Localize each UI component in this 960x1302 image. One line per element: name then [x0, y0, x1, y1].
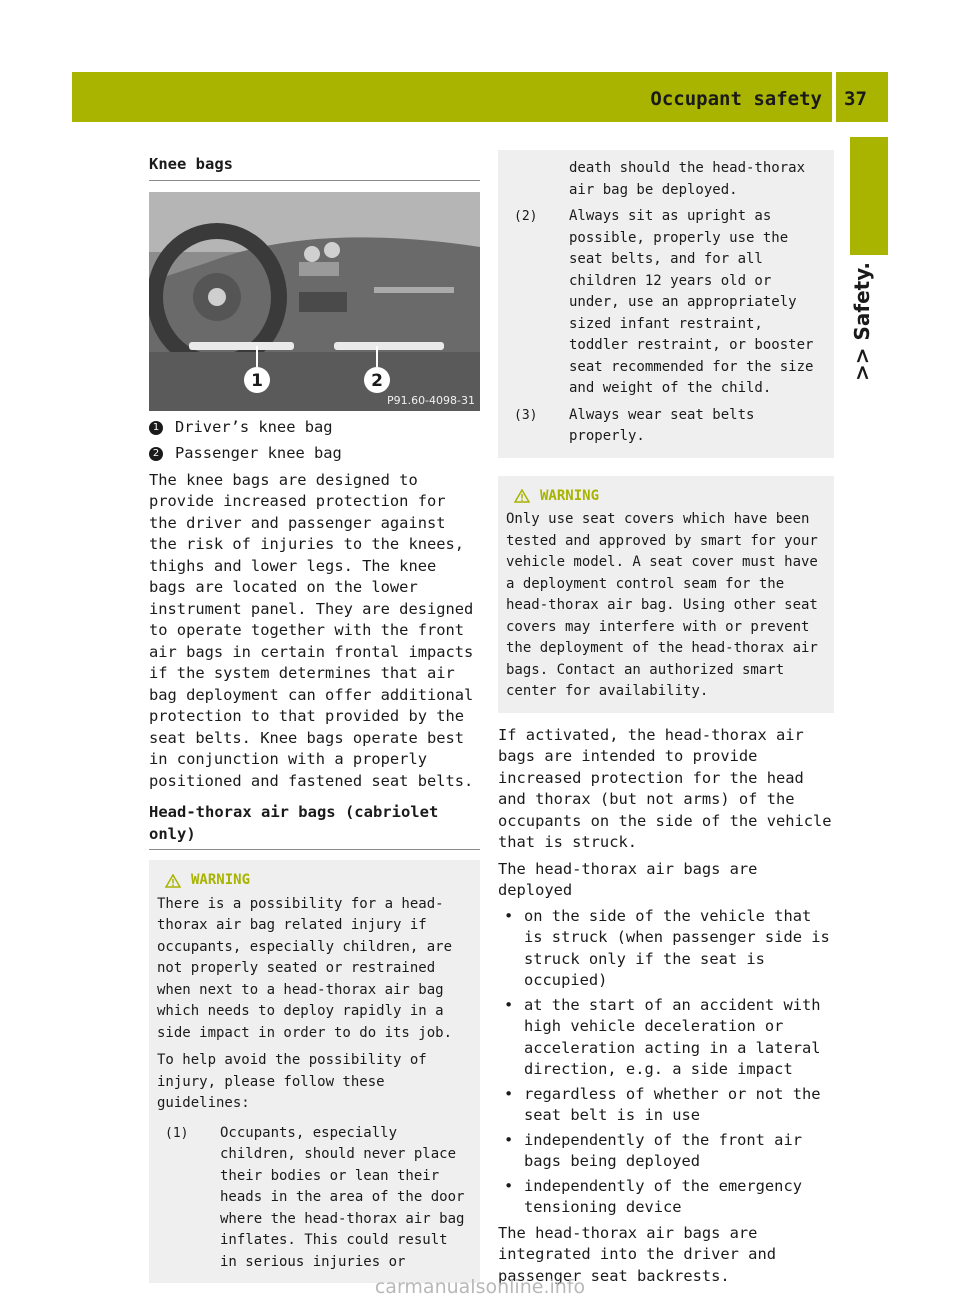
- guideline-index: (3): [514, 407, 538, 423]
- deployment-bullet-list: [498, 906, 834, 1219]
- callout-number: 1: [149, 421, 163, 435]
- warning-title: [165, 870, 472, 892]
- guideline-text: Occupants, especially children, should never place their bodies or lean their heads in the area of the door where the head-thorax air bag inflates. This could result in serious injuries or: [220, 1124, 465, 1270]
- head-thorax-heading: Head-thorax air bags (cabriolet only): [149, 802, 480, 850]
- bullet-text: regardless of whether or not the seat belt is in use: [524, 1084, 821, 1124]
- bullet-item: • on the side of the vehicle that is struck (when passenger side is struck only if the seat is occupied): [498, 906, 834, 992]
- warning-box-2: [498, 476, 834, 713]
- bullet-text: independently of the emergency tensioning device: [524, 1176, 802, 1216]
- warning-box-1: [149, 860, 480, 1283]
- guideline-text: death should the head-thorax air bag be deployed.: [569, 160, 806, 198]
- guideline-text: Always sit as upright as possible, properly use the seat belts, and for all children 12 years old or under, use an appropriately sized infant restraint, toddler restraint, or booster seat recommended for the size and weight of the child.: [569, 208, 814, 396]
- warning-title-text: WARNING: [191, 872, 251, 888]
- page-number: 37: [844, 88, 867, 110]
- side-tab-box: [850, 137, 888, 255]
- guideline-index: [506, 158, 569, 201]
- guideline-list: [506, 158, 826, 448]
- side-tab-label: >> Safety.: [850, 262, 874, 382]
- bullet-item: • regardless of whether or not the seat belt is in use: [498, 1084, 834, 1127]
- knee-bags-paragraph: The knee bags are designed to provide increased protection for the driver and passenger against the risk of injuries to the knees, thighs and lower legs. The knee bags are located on the lower instrument panel. They are designed to operate together with the front air bags in certain frontal impacts if the system determines that air bag deployment can offer additional protection to that provided by the seat belts. Knee bags operate best in conjunction with a properly positioned and fastened seat belts.: [149, 470, 474, 790]
- warning-triangle-icon: [165, 874, 181, 888]
- guideline-item: [157, 1123, 472, 1274]
- warning-text: To help avoid the possibility of injury, please follow these guidelines:: [157, 1052, 427, 1111]
- guideline-list: [157, 1123, 472, 1274]
- bullet-text: at the start of an accident with high vehicle deceleration or acceleration acting in a lateral direction, e.g. a side impact: [524, 995, 821, 1078]
- warning-title-text: WARNING: [540, 487, 600, 504]
- watermark: carmanualsonline.info: [374, 1276, 586, 1298]
- callout-item: [149, 443, 480, 465]
- header-bar: [72, 72, 832, 122]
- section-title: Occupant safety: [650, 88, 822, 110]
- guideline-index: (1): [165, 1125, 189, 1141]
- left-column: [149, 154, 480, 1283]
- warning-text: Only use seat covers which have been tested and approved by smart for your vehicle model. A seat cover must have a deployment control seam for the head-thorax air bag. Using other seat covers may interfere with or prevent the deployment of the head-thorax air bags. Contact an authorized smart center for availability.: [506, 511, 818, 699]
- guideline-index: (2): [514, 209, 538, 224]
- deployed-paragraph: The head-thorax air bags are deployed: [498, 859, 758, 899]
- bullet-item: • independently of the front air bags being deployed: [498, 1130, 834, 1173]
- callout-list: [149, 417, 480, 465]
- callout-item: [149, 417, 480, 439]
- guideline-item: [506, 206, 826, 400]
- photo-label: P91.60-4098-31: [386, 393, 475, 407]
- guideline-text: Always wear seat belts properly.: [569, 406, 755, 444]
- bullet-text: independently of the front air bags being deployed: [524, 1130, 802, 1170]
- callout-text: Passenger knee bag: [175, 444, 342, 462]
- warning-triangle-icon: [514, 489, 530, 503]
- warning-text: There is a possibility for a head-thorax air bag related injury if occupants, especially children, are not properly seated or restrained when next to a head-thorax air bag which needs to deploy rapidly in a side impact in order to do its job.: [157, 895, 453, 1041]
- integrated-paragraph: The head-thorax air bags are integrated into the driver and passenger seat backrests.: [498, 1223, 776, 1285]
- warning-box-1-continued: [498, 150, 834, 458]
- right-column: [498, 150, 834, 1287]
- callout-number: 2: [149, 447, 163, 461]
- photo-marker-1: 1: [251, 370, 263, 391]
- bullet-text: on the side of the vehicle that is struck (when passenger side is struck only if the seat is occupied): [524, 906, 830, 989]
- knee-bags-heading: Knee bags: [149, 154, 480, 181]
- bullet-item: • at the start of an accident with high vehicle deceleration or acceleration acting in a lateral direction, e.g. a side impact: [498, 995, 834, 1081]
- guideline-item: [506, 158, 826, 201]
- page-number-box: [836, 72, 888, 122]
- warning-title: [514, 486, 826, 508]
- callout-text: Driver’s knee bag: [175, 417, 333, 436]
- activated-paragraph: If activated, the head-thorax air bags are intended to provide increased protection for the head and thorax (but not arms) of the occupants on the side of the vehicle that is struck.: [498, 725, 832, 851]
- dashboard-photo: [149, 192, 480, 411]
- photo-marker-2: 2: [371, 370, 383, 391]
- bullet-item: • independently of the emergency tensioning device: [498, 1176, 834, 1219]
- guideline-item: [506, 405, 826, 448]
